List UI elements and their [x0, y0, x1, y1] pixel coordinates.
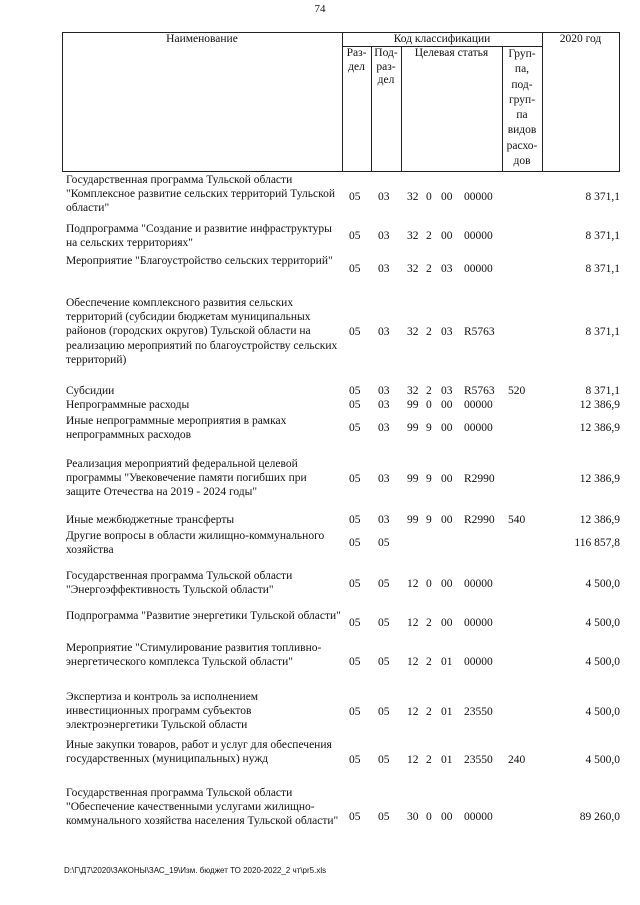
row-amount: 4 500,0 — [585, 656, 620, 668]
row-target-direction: 00000 — [464, 656, 493, 668]
row-target-event: 00 — [441, 473, 453, 485]
row-target-subprogram: 9 — [426, 473, 432, 485]
row-razdel: 05 — [349, 399, 361, 411]
row-target-subprogram: 2 — [426, 706, 432, 718]
page-number: 74 — [314, 3, 326, 15]
row-razdel: 05 — [349, 706, 361, 718]
row-target-event: 00 — [441, 230, 453, 242]
row-target-program: 99 — [407, 514, 419, 526]
row-amount: 12 386,9 — [579, 473, 620, 485]
row-amount: 8 371,1 — [585, 230, 620, 242]
row-podrazdel: 05 — [378, 811, 390, 823]
row-razdel: 05 — [349, 385, 361, 397]
row-target-event: 00 — [441, 811, 453, 823]
header-name: Наименование — [166, 33, 238, 45]
row-podrazdel: 05 — [378, 706, 390, 718]
row-podrazdel: 03 — [378, 191, 390, 203]
header-bottom-rule — [62, 171, 620, 172]
row-amount: 116 857,8 — [574, 537, 620, 549]
row-target-subprogram: 2 — [426, 263, 432, 275]
row-target-event: 03 — [441, 263, 453, 275]
row-amount: 89 260,0 — [579, 811, 620, 823]
row-target-event: 01 — [441, 656, 453, 668]
row-target-direction: 00000 — [464, 191, 493, 203]
header-vline-left — [62, 32, 63, 172]
row-target-program: 99 — [407, 473, 419, 485]
row-podrazdel: 03 — [378, 385, 390, 397]
row-target-event: 01 — [441, 754, 453, 766]
row-target-program: 12 — [407, 706, 419, 718]
header-group: Груп- па, под- груп- па видов расхо- дов — [506, 48, 538, 168]
row-target-program: 99 — [407, 399, 419, 411]
row-target-subprogram: 0 — [426, 811, 432, 823]
row-target-event: 03 — [441, 326, 453, 338]
row-name: Обеспечение комплексного развития сельских территорий (субсидии бюджетам муниципальных районов (городских округов) Тульской области на реализацию мероприятий по благоустройству сельских территорий) — [66, 297, 338, 366]
row-amount: 4 500,0 — [585, 578, 620, 590]
row-name: Иные закупки товаров, работ и услуг для обеспечения государственных (муниципальных) нужд — [66, 739, 332, 766]
row-target-subprogram: 0 — [426, 578, 432, 590]
row-target-direction: 00000 — [464, 617, 493, 629]
header-vline-3 — [401, 46, 402, 172]
row-target-direction: R2990 — [464, 473, 495, 485]
row-target-subprogram: 2 — [426, 656, 432, 668]
row-amount: 4 500,0 — [585, 754, 620, 766]
row-target-direction: R2990 — [464, 514, 495, 526]
header-vline-right — [619, 32, 620, 172]
row-target-event: 00 — [441, 514, 453, 526]
row-podrazdel: 03 — [378, 399, 390, 411]
row-amount: 12 386,9 — [579, 514, 620, 526]
row-razdel: 05 — [349, 754, 361, 766]
row-target-subprogram: 2 — [426, 385, 432, 397]
row-podrazdel: 03 — [378, 326, 390, 338]
row-expense-type: 540 — [508, 514, 526, 526]
row-target-subprogram: 2 — [426, 326, 432, 338]
row-target-event: 00 — [441, 399, 453, 411]
row-amount: 12 386,9 — [579, 399, 620, 411]
row-name: Другие вопросы в области жилищно-коммунального хозяйства — [66, 530, 325, 557]
row-target-event: 00 — [441, 617, 453, 629]
row-razdel: 05 — [349, 191, 361, 203]
row-razdel: 05 — [349, 422, 361, 434]
row-target-event: 00 — [441, 191, 453, 203]
row-target-program: 12 — [407, 578, 419, 590]
header-razdel: Раз- дел — [346, 47, 367, 73]
row-razdel: 05 — [349, 473, 361, 485]
row-target-program: 12 — [407, 656, 419, 668]
row-target-program: 32 — [407, 385, 419, 397]
row-name: Субсидии — [66, 385, 115, 397]
row-target-direction: 23550 — [464, 706, 493, 718]
row-razdel: 05 — [349, 263, 361, 275]
row-target-direction: 00000 — [464, 230, 493, 242]
row-name: Экспертиза и контроль за исполнением инвестиционных программ субъектов электроэнергетики Тульской области — [66, 691, 259, 732]
row-name: Подпрограмма "Создание и развитие инфраструктуры на сельских территориях" — [66, 223, 332, 250]
row-target-event: 03 — [441, 385, 453, 397]
header-classification: Код классификации — [393, 33, 491, 45]
row-name: Иные межбюджетные трансферты — [66, 514, 235, 526]
header-vline-5 — [542, 32, 543, 172]
row-podrazdel: 05 — [378, 578, 390, 590]
row-podrazdel: 05 — [378, 617, 390, 629]
row-target-direction: R5763 — [464, 326, 495, 338]
row-razdel: 05 — [349, 578, 361, 590]
row-target-program: 32 — [407, 230, 419, 242]
row-name: Мероприятие "Стимулирование развития топливно-энергетического комплекса Тульской области" — [66, 642, 322, 669]
row-target-subprogram: 0 — [426, 191, 432, 203]
row-amount: 8 371,1 — [585, 263, 620, 275]
row-target-direction: 00000 — [464, 263, 493, 275]
row-target-program: 12 — [407, 754, 419, 766]
header-podrazdel: Под- раз- дел — [374, 47, 398, 86]
row-razdel: 05 — [349, 617, 361, 629]
row-podrazdel: 05 — [378, 656, 390, 668]
row-razdel: 05 — [349, 326, 361, 338]
row-amount: 4 500,0 — [585, 617, 620, 629]
row-target-event: 00 — [441, 578, 453, 590]
file-path-footer: D:\Г\Д7\2020\ЗАКОНЫ\ЗАС_19\Изм. бюджет ТО 2020-2022_2 чт\pr5.xls — [64, 866, 327, 875]
row-target-direction: 23550 — [464, 754, 493, 766]
row-target-subprogram: 2 — [426, 617, 432, 629]
row-target-direction: 00000 — [464, 399, 493, 411]
row-target-program: 12 — [407, 617, 419, 629]
row-target-program: 32 — [407, 326, 419, 338]
row-podrazdel: 03 — [378, 514, 390, 526]
row-target-direction: 00000 — [464, 578, 493, 590]
row-razdel: 05 — [349, 811, 361, 823]
row-podrazdel: 03 — [378, 230, 390, 242]
row-name: Государственная программа Тульской области "Энергоэффективность Тульской области" — [66, 570, 293, 597]
row-podrazdel: 03 — [378, 422, 390, 434]
row-name: Государственная программа Тульской области "Комплексное развитие сельских территорий Тульской области" — [66, 174, 336, 215]
row-podrazdel: 05 — [378, 754, 390, 766]
row-podrazdel: 03 — [378, 263, 390, 275]
row-razdel: 05 — [349, 230, 361, 242]
row-expense-type: 240 — [508, 754, 526, 766]
row-target-direction: 00000 — [464, 422, 493, 434]
row-name: Подпрограмма "Развитие энергетики Тульской области" — [66, 610, 341, 622]
row-razdel: 05 — [349, 537, 361, 549]
row-name: Иные непрограммные мероприятия в рамках непрограммных расходов — [66, 415, 287, 442]
row-target-direction: R5763 — [464, 385, 495, 397]
row-target-program: 30 — [407, 811, 419, 823]
row-razdel: 05 — [349, 514, 361, 526]
row-amount: 8 371,1 — [585, 191, 620, 203]
row-target-event: 01 — [441, 706, 453, 718]
row-target-subprogram: 0 — [426, 399, 432, 411]
row-podrazdel: 03 — [378, 473, 390, 485]
row-target-program: 32 — [407, 263, 419, 275]
row-target-event: 00 — [441, 422, 453, 434]
row-expense-type: 520 — [508, 385, 526, 397]
row-name: Государственная программа Тульской области "Обеспечение качественными услугами жилищно-коммунального хозяйства населения Тульской области" — [66, 787, 339, 828]
row-target-direction: 00000 — [464, 811, 493, 823]
row-target-program: 99 — [407, 422, 419, 434]
row-name: Мероприятие "Благоустройство сельских территорий" — [66, 255, 333, 267]
row-razdel: 05 — [349, 656, 361, 668]
row-amount: 4 500,0 — [585, 706, 620, 718]
row-target-subprogram: 2 — [426, 230, 432, 242]
row-name: Непрограммные расходы — [66, 399, 190, 411]
header-target: Целевая статья — [414, 47, 489, 59]
row-amount: 8 371,1 — [585, 385, 620, 397]
row-target-subprogram: 2 — [426, 754, 432, 766]
row-target-subprogram: 9 — [426, 514, 432, 526]
row-name: Реализация мероприятий федеральной целевой программы "Увековечение памяти погибших при защите Отечества на 2019 - 2024 годы" — [66, 458, 307, 499]
row-amount: 8 371,1 — [585, 326, 620, 338]
row-amount: 12 386,9 — [579, 422, 620, 434]
row-target-subprogram: 9 — [426, 422, 432, 434]
row-podrazdel: 05 — [378, 537, 390, 549]
header-year: 2020 год — [559, 33, 602, 45]
row-target-program: 32 — [407, 191, 419, 203]
